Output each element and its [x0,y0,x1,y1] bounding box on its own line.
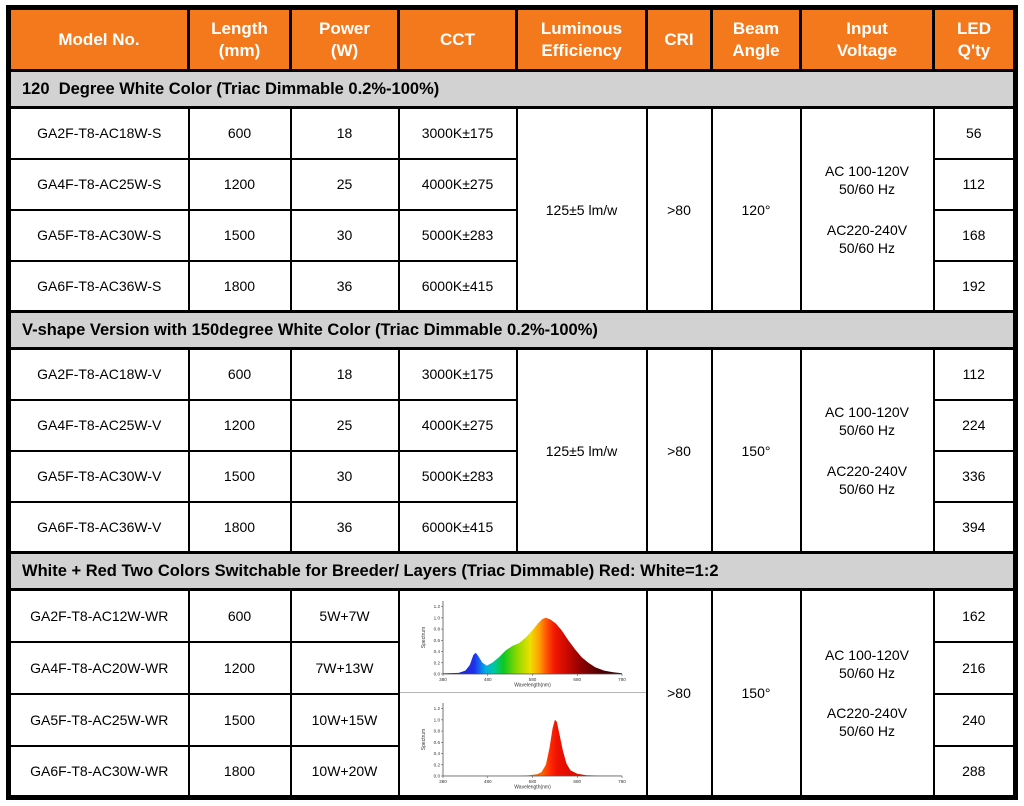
voltage-group-1 [804,162,931,198]
col-header-label: CRI [664,29,694,49]
section-band-white-red [9,553,1016,590]
cell-power: 36 [291,502,399,553]
voltage-line: 50/60 Hz [838,422,896,439]
svg-text:680: 680 [572,676,581,682]
table-row [9,590,1016,642]
cell-power: 7W+13W [291,642,399,694]
cell-beam-angle: 150° [712,349,801,553]
svg-text:0.4: 0.4 [433,751,440,757]
svg-text:0.0: 0.0 [433,773,440,779]
voltage-line: AC220-240V [826,705,908,721]
cell-led-qty: 240 [934,694,1016,746]
cell-led-qty: 288 [934,746,1016,798]
section-band-120-degree [9,71,1016,108]
svg-text:780: 780 [617,779,626,784]
svg-text:480: 480 [483,779,492,784]
cell-spectrum-charts [399,590,647,798]
col-header-sublabel: Q'ty [957,40,991,60]
col-header-beam-angle [712,8,801,71]
cell-length: 600 [189,108,291,159]
section-title: V-shape Version with 150degree White Color (Triac Dimmable 0.2%-100%) [9,312,1016,349]
col-header-sublabel: Angle [732,40,780,60]
svg-text:0.2: 0.2 [433,762,440,768]
svg-text:780: 780 [617,676,626,682]
cell-cct: 3000K±175 [399,349,517,400]
cell-model: GA5F-T8-AC30W-S [9,210,189,261]
col-header-label: Model No. [58,29,140,49]
cell-input-voltage [801,108,934,312]
cell-power: 25 [291,159,399,210]
col-header-label: Beam [732,19,780,39]
col-header-input-voltage [801,8,934,71]
cell-length: 1800 [189,746,291,798]
svg-text:480: 480 [483,676,492,682]
cell-length: 1200 [189,159,291,210]
cell-led-qty: 56 [934,108,1016,159]
table-row [9,108,1016,159]
cell-cct: 4000K±275 [399,400,517,451]
col-header-sublabel: Voltage [836,40,898,60]
red-spectrum-chart [400,693,646,795]
cell-led-qty: 162 [934,590,1016,642]
svg-text:Wavelength(nm): Wavelength(nm) [513,784,551,790]
cell-led-qty: 192 [934,261,1016,312]
cell-power: 5W+7W [291,590,399,642]
col-header-length [189,8,291,71]
white-spectrum-chart [400,591,646,693]
cell-led-qty: 168 [934,210,1016,261]
cell-power: 30 [291,210,399,261]
red-spectrum-svg [418,698,628,790]
col-header-cct [399,8,517,71]
col-header-led-qty [934,8,1016,71]
col-header-label: Power [318,19,371,39]
cell-cct: 6000K±415 [399,261,517,312]
table-row [9,349,1016,400]
cell-cct: 5000K±283 [399,451,517,502]
col-header-cri [647,8,712,71]
led-spec-table [6,5,1018,800]
col-header-luminous-efficiency [517,8,647,71]
cell-power: 18 [291,349,399,400]
voltage-line: AC 100-120V [824,404,910,421]
cell-power: 10W+20W [291,746,399,798]
svg-text:680: 680 [572,779,581,784]
svg-text:0.6: 0.6 [433,637,440,643]
voltage-group-2 [804,704,931,740]
col-header-label: Length [211,19,268,39]
cell-cct: 3000K±175 [399,108,517,159]
cell-length: 1800 [189,502,291,553]
svg-text:Spectrum: Spectrum [420,626,427,648]
cell-cct: 4000K±275 [399,159,517,210]
cell-length: 1500 [189,694,291,746]
cell-model: GA6F-T8-AC30W-WR [9,746,189,798]
col-header-model [9,8,189,71]
cell-model: GA4F-T8-AC25W-S [9,159,189,210]
table-header-row [9,8,1016,71]
cell-power: 10W+15W [291,694,399,746]
cell-cri: >80 [647,108,712,312]
cell-input-voltage [801,590,934,798]
cell-power: 18 [291,108,399,159]
voltage-group-2 [804,221,931,257]
cell-led-qty: 336 [934,451,1016,502]
cell-luminous-efficiency: 125±5 lm/w [517,349,647,553]
voltage-line: AC220-240V [826,221,908,238]
svg-text:0.8: 0.8 [433,728,440,734]
cell-beam-angle: 150° [712,590,801,798]
cell-power: 25 [291,400,399,451]
cell-model: GA6F-T8-AC36W-S [9,261,189,312]
svg-text:1.2: 1.2 [433,603,440,609]
cell-power: 30 [291,451,399,502]
cell-length: 600 [189,590,291,642]
cell-length: 1200 [189,642,291,694]
cell-power: 36 [291,261,399,312]
cell-led-qty: 112 [934,349,1016,400]
cell-length: 1500 [189,451,291,502]
cell-length: 600 [189,349,291,400]
voltage-group-1 [804,646,931,682]
col-header-power [291,8,399,71]
col-header-label: Input [846,19,888,39]
cell-length: 1500 [189,210,291,261]
voltage-line: 50/60 Hz [838,723,896,740]
col-header-sublabel: (mm) [218,40,261,60]
svg-text:Spectrum: Spectrum [420,728,427,751]
cell-led-qty: 216 [934,642,1016,694]
svg-text:1.0: 1.0 [433,717,440,723]
voltage-line: 50/60 Hz [838,181,896,198]
cell-length: 1200 [189,400,291,451]
svg-text:0.4: 0.4 [433,648,440,654]
cell-model: GA2F-T8-AC12W-WR [9,590,189,642]
svg-text:1.0: 1.0 [433,614,440,620]
cell-cct: 5000K±283 [399,210,517,261]
svg-text:380: 380 [438,676,447,682]
cell-length: 1800 [189,261,291,312]
voltage-line: 50/60 Hz [838,239,896,256]
cell-cct: 6000K±415 [399,502,517,553]
svg-text:0.0: 0.0 [433,671,440,677]
col-header-label: CCT [440,29,475,49]
cell-led-qty: 112 [934,159,1016,210]
cell-input-voltage [801,349,934,553]
col-header-label: Luminous [540,19,623,39]
cell-model: GA5F-T8-AC25W-WR [9,694,189,746]
svg-text:580: 580 [528,779,536,784]
svg-text:0.8: 0.8 [433,626,440,632]
svg-text:Wavelength(nm): Wavelength(nm) [513,682,551,688]
voltage-line: AC 100-120V [824,163,910,180]
col-header-sublabel: Efficiency [541,40,622,60]
svg-text:380: 380 [438,779,447,784]
voltage-group-1 [804,403,931,439]
col-header-sublabel: (W) [330,40,359,60]
voltage-line: AC 100-120V [824,646,910,663]
col-header-label: LED [957,19,991,39]
white-spectrum-svg [418,596,628,688]
voltage-line: 50/60 Hz [838,664,896,681]
cell-beam-angle: 120° [712,108,801,312]
cell-model: GA2F-T8-AC18W-S [9,108,189,159]
cell-luminous-efficiency: 125±5 lm/w [517,108,647,312]
svg-text:1.2: 1.2 [433,706,440,712]
svg-text:0.2: 0.2 [433,659,440,665]
cell-model: GA4F-T8-AC20W-WR [9,642,189,694]
voltage-line: AC220-240V [826,462,908,479]
svg-text:580: 580 [528,676,536,682]
section-title: 120 Degree White Color (Triac Dimmable 0.2%-100%) [9,71,1016,108]
svg-text:0.6: 0.6 [433,739,440,745]
voltage-group-2 [804,462,931,498]
section-band-v-shape [9,312,1016,349]
cell-led-qty: 224 [934,400,1016,451]
cell-model: GA2F-T8-AC18W-V [9,349,189,400]
cell-cri: >80 [647,590,712,798]
cell-led-qty: 394 [934,502,1016,553]
cell-model: GA6F-T8-AC36W-V [9,502,189,553]
section-title: White + Red Two Colors Switchable for Breeder/ Layers (Triac Dimmable) Red: White=1:2 [9,553,1016,590]
cell-model: GA5F-T8-AC30W-V [9,451,189,502]
cell-cri: >80 [647,349,712,553]
voltage-line: 50/60 Hz [838,480,896,497]
cell-model: GA4F-T8-AC25W-V [9,400,189,451]
